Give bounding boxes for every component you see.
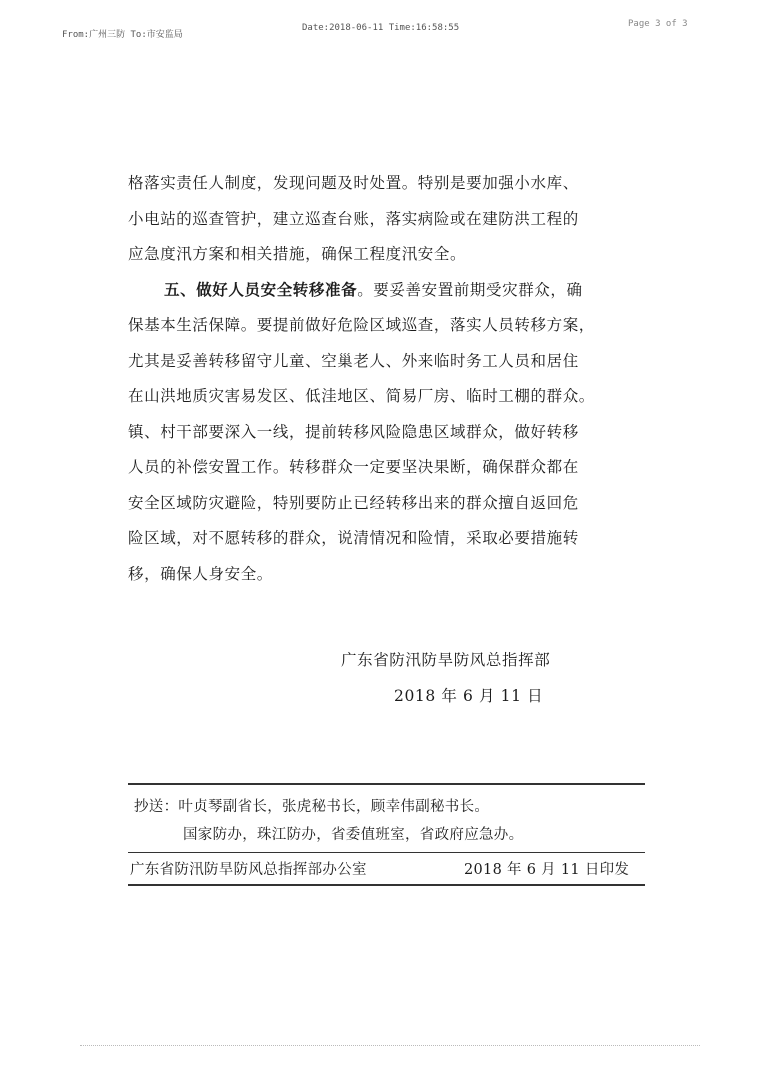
section5-first-rest: 。要妥善安置前期受灾群众，确 (357, 280, 583, 299)
body-line: 险区域，对不愿转移的群众，说清情况和险情，采取必要措施转 (128, 529, 579, 547)
footer-bottom-rule (128, 884, 645, 886)
section5-heading: 五、做好人员安全转移准备 (164, 280, 358, 299)
body-line: 在山洪地质灾害易发区、低洼地区、简易厂房、临时工棚的群众。 (128, 387, 595, 405)
body-line: 应急度汛方案和相关措施，确保工程度汛安全。 (128, 245, 467, 263)
issuing-office: 广东省防汛防旱防风总指挥部办公室 (130, 862, 367, 878)
body-line: 移，确保人身安全。 (128, 564, 273, 583)
body-line: 尤其是妥善转移留守儿童、空巢老人、外来临时务工人员和居住 (128, 351, 579, 370)
document-body (128, 166, 638, 592)
section5-first-line (128, 273, 638, 309)
footer-top-rule (128, 783, 645, 785)
signature-date: 2018 年 6 月 11 日 (394, 687, 544, 705)
cc-recipients-line-2: 国家防办，珠江防办，省委值班室，省政府应急办。 (183, 827, 524, 843)
body-line: 镇、村干部要深入一线，提前转移风险隐患区域群众，做好转移 (128, 422, 579, 441)
body-line: 安全区域防灾避险，特别要防止已经转移出来的群众擅自返回危 (128, 493, 579, 512)
footer-middle-rule (128, 852, 645, 853)
body-line: 保基本生活保障。要提前做好危险区域巡查，落实人员转移方案， (128, 316, 595, 334)
body-line: 人员的补偿安置工作。转移群众一定要坚决果断，确保群众都在 (128, 458, 579, 476)
fax-from-to: From:广州三防 To:市安监局 (62, 30, 183, 40)
fax-page-number: Page 3 of 3 (628, 19, 688, 29)
scan-artifact-line (80, 1045, 700, 1047)
fax-date-time: Date:2018-06-11 Time:16:58:55 (302, 23, 460, 33)
cc-recipients-line-1: 抄送：叶贞琴副省长，张虎秘书长，顾幸伟副秘书长。 (134, 799, 490, 815)
body-line: 小电站的巡查管护，建立巡查台账，落实病险或在建防洪工程的 (128, 209, 579, 228)
body-line: 格落实责任人制度，发现问题及时处置。特别是要加强小水库、 (128, 174, 579, 192)
signature-organization: 广东省防汛防旱防风总指挥部 (341, 651, 551, 669)
issue-date: 2018 年 6 月 11 日印发 (464, 862, 630, 878)
fax-header (0, 18, 761, 40)
